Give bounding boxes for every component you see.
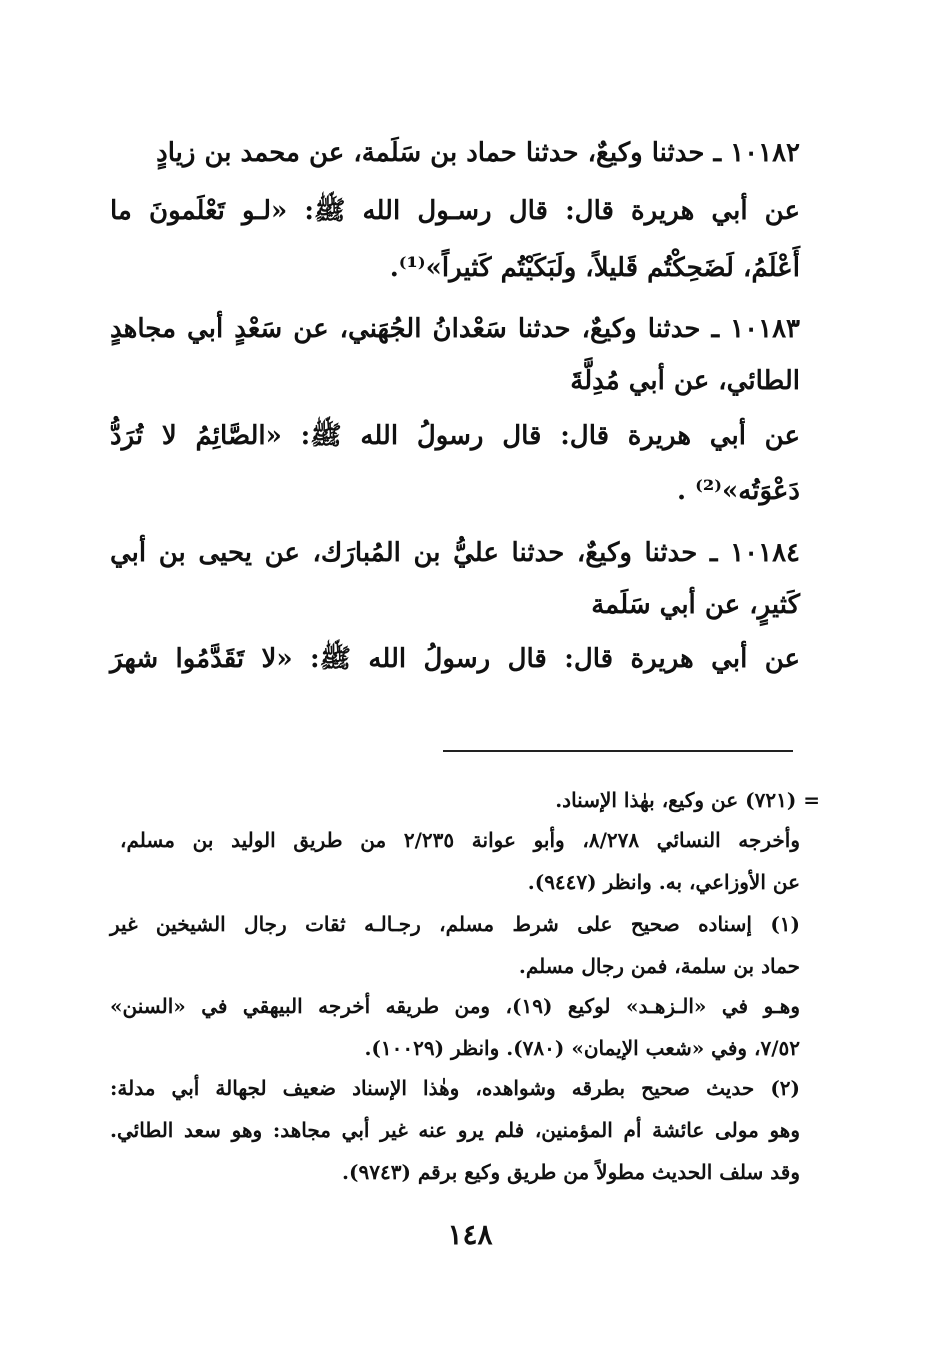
hadith-10183-line-3: عن أبي هريرة قال: قال رسولُ الله ﷺ: «الصَّائِمُ لا تُرَدُّ [110,421,800,451]
footnote-continuation-line-2: وأخرجه النسائي ٨/٢٧٨، وأبو عوانة ٢/٢٣٥ من طريق الوليد بن مسلم، [120,828,801,852]
footnote-continuation-line-3: عن الأوزاعي، به. وانظر (٩٤٤٧). [527,870,800,894]
footnote-continuation-line-1: = (٧٢١) عن وكيع، بهٰذا الإسناد. [555,788,820,812]
hadith-10183-line-4: دَعْوَتُه»⁽²⁾ . [677,476,800,506]
hadith-10183-line-1: ١٠١٨٣ ـ حدثنا وكيعٌ، حدثنا سَعْدانُ الجُهَني، عن سَعْدٍ أبي مجاهدٍ [110,314,800,344]
page-number: ١٤٨ [447,1218,493,1251]
hadith-10182-line-1: ١٠١٨٢ ـ حدثنا وكيعٌ، حدثنا حماد بن سَلَمة، عن محمد بن زيادٍ [156,138,800,168]
hadith-10183-line-2: الطائي، عن أبي مُدِلَّةَ [570,366,800,396]
footnote-1-line-3: وهـو في «الـزهـد» لوكيع (١٩)، ومن طريقه أخرجه البيهقي في «السنن» [110,994,800,1018]
hadith-10182-line-2: عن أبي هريرة قال: قال رسـول الله ﷺ: «لـو تَعْلَمونَ ما [110,196,800,226]
hadith-10184-line-3: عن أبي هريرة قال: قال رسولُ الله ﷺ: «لا تَقَدَّمُوا شهرَ [110,644,800,674]
footnote-2-line-2: وهو مولى عائشة أم المؤمنين، فلم يرو عنه غير أبي مجاهد: وهو سعد الطائي. [110,1118,800,1142]
hadith-10182-line-3: أَعْلَمُ، لَضَحِكْتُم قَليلاً، ولَبَكَيْتُم كَثيراً»⁽¹⁾. [389,253,800,283]
footnote-2-line-1: (٢) حديث صحيح بطرقه وشواهده، وهٰذا الإسناد ضعيف لجهالة أبي مدلة: [110,1076,800,1100]
footnote-1-line-2: حماد بن سلمة، فمن رجال مسلم. [518,954,800,978]
footnote-divider [443,750,793,752]
footnote-2-line-3: وقد سلف الحديث مطولاً من طريق وكيع برقم (٩٧٤٣). [342,1160,800,1184]
footnote-1-line-1: (١) إسناده صحيح على شرط مسلم، رجـالـه ثقات رجال الشيخين غير [110,912,800,936]
hadith-10184-line-2: كَثيرٍ، عن أبي سَلَمة [591,590,800,620]
footnote-1-line-4: ٧/٥٢، وفي «شعب الإيمان» (٧٨٠). وانظر (١٠٠٢٩). [364,1036,800,1060]
hadith-10184-line-1: ١٠١٨٤ ـ حدثنا وكيعٌ، حدثنا عليُّ بن المُبارَك، عن يحيى بن أبي [110,538,800,568]
